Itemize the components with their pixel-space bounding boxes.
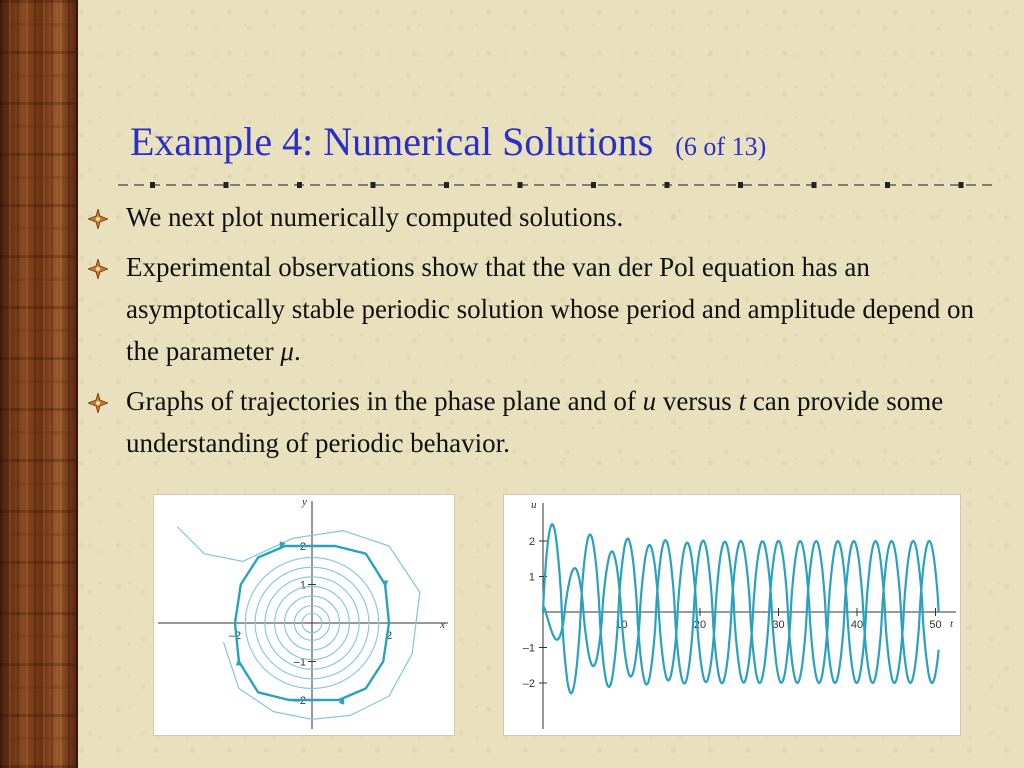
page-indicator: (6 of 13) [675,132,767,161]
bullet-text-mid: versus [656,386,739,416]
x-tick-label: 50 [929,619,942,631]
y-axis-label: u [531,499,537,511]
x-axis-label: t [949,618,953,630]
divider-dot [959,182,964,188]
bullet-list [88,196,993,472]
bullet-var-u: u [642,386,657,416]
y-tick-label: –1 [293,656,306,669]
divider-dot [885,182,890,188]
x-axis-label: x [440,619,445,631]
bullet-var-t: t [738,386,747,416]
x-tick-label: 10 [615,619,628,631]
wood-border [0,0,78,768]
phase-plane-plot [153,494,455,736]
bullet-item-1 [88,196,993,238]
y-tick-label: 2 [528,536,535,548]
bullet-text: Graphs of trajectories in the phase plane and of [126,386,643,416]
title-text: Example 4: Numerical Solutions [130,119,654,164]
y-tick-label: 1 [528,571,535,584]
y-axis-label: y [302,496,307,508]
divider-dot [812,182,817,188]
bullet-item-3 [88,380,993,464]
x-tick-label: –2 [228,630,242,642]
x-tick-label: 40 [850,619,864,631]
divider-dot [738,182,743,188]
x-tick-label: 2 [385,630,393,642]
title-divider [118,179,994,191]
bullet-text: Experimental observations show that the van der Pol equation has an asymptotically stable periodic solution whose period and amplitude depend on the parameter [126,252,975,366]
divider-dot [665,182,670,188]
bullet-text: We next plot numerically computed solutions. [126,202,624,232]
direction-arrow-icon [236,658,242,666]
slide-title [130,118,766,165]
y-tick-label: –1 [522,642,535,655]
divider-dot [224,182,229,188]
y-tick-label: 2 [299,541,306,553]
y-tick-label: –2 [293,695,306,707]
bullet-item-2 [88,246,993,372]
bullet-text-end: . [293,336,301,366]
bullet-text-end: can provide some understanding of periodic behavior. [126,386,944,458]
bullet-symbol-mu: μ [280,336,294,366]
y-tick-label: –2 [522,678,535,690]
bullet-star-icon [88,209,108,229]
u-versus-t-plot [503,494,961,736]
divider-dot [518,182,523,188]
divider-dot [591,182,596,188]
divider-dot [444,182,449,188]
x-tick-label: 20 [693,619,707,631]
direction-arrow-icon [382,581,388,589]
bullet-star-icon [88,259,108,279]
bullet-star-icon [88,393,108,413]
divider-dot [150,182,155,188]
y-tick-label: 1 [299,579,306,592]
divider-dot [371,182,376,188]
x-tick-label: 30 [772,619,785,631]
divider-dot [297,182,302,188]
